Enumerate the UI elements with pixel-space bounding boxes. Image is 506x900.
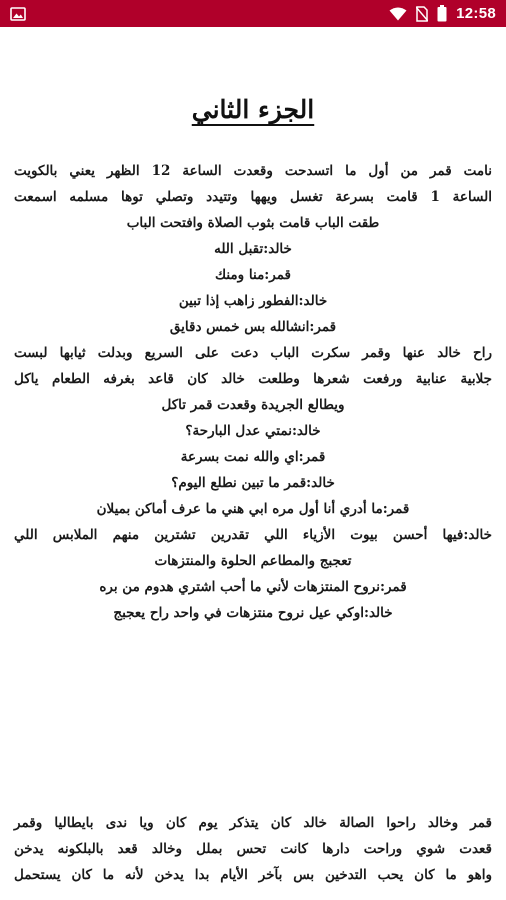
notification-area: [10, 7, 26, 21]
text-line: قمر وخالد راحوا الصالة خالد كان يتذكر يوم كان ويا ندى بايطاليا وقمر: [14, 815, 492, 831]
battery-icon: [437, 5, 447, 22]
text-line: خالد:الفطور زاهب إذا تبين: [178, 293, 328, 309]
text-line: خالد:قمر ما تبين نطلع اليوم؟: [171, 475, 335, 491]
text-line: الساعة 1 قامت بسرعة تغسل ويهها وتتيدد وتصلي توها مسلمه اسمعت: [14, 189, 492, 205]
text-line: قمر:اي والله نمت بسرعة: [180, 449, 326, 465]
text-line: قمر:منا ومنك: [214, 267, 291, 283]
image-notification-icon: [10, 7, 26, 21]
text-line: نامت قمر من أول ما اتسدحت وقعدت الساعة 12 الظهر يعني بالكويت: [14, 163, 492, 179]
text-line: خالد:اوكي عيل نروح منتزهات في واحد راح يعجبج: [113, 605, 393, 621]
no-sim-icon: [416, 6, 428, 22]
text-line: قعدت شوي وراحت دارها كانت تحس بملل وخالد قعد بالبلكونه يدخن: [14, 841, 492, 857]
story-paragraph: [14, 810, 492, 888]
text-line: قمر:انشالله بس خمس دقايق: [169, 319, 337, 335]
status-bar: [0, 0, 506, 27]
chapter-title: الجزء الثاني: [191, 95, 315, 124]
text-line: تعجبج والمطاعم الحلوة والمنتزهات: [154, 553, 352, 569]
text-line: طقت الباب قامت بثوب الصلاة وافتحت الباب: [126, 215, 380, 231]
reader-content[interactable]: [0, 27, 506, 900]
wifi-icon: [389, 7, 407, 21]
text-line: خالد:نمتي عدل البارحة؟: [185, 423, 321, 439]
text-line: واهو ما كان يحب التدخين بس بآخر الأيام بدا يدخن لأنه ما كان يستحمل: [14, 867, 492, 883]
text-line: خالد:فيها أحسن بيوت الأزياء اللي تقدرين تشترين منهم الملابس اللي: [14, 527, 492, 543]
text-line: قمر:نروح المنتزهات لأني ما أحب اشتري هدوم من بره: [99, 579, 407, 595]
text-line: راح خالد عنها وقمر سكرت الباب دعت على السريع وبدلت ثيابها لبست: [14, 345, 492, 361]
status-time: 12:58: [456, 5, 496, 22]
story-paragraph: [14, 158, 492, 626]
text-line: ويطالع الجريدة وقعدت قمر تاكل: [161, 397, 345, 413]
text-line: جلابية عنابية ورفعت شعرها وطلعت خالد كان قاعد بغرفه الطعام ياكل: [14, 371, 492, 387]
text-line: خالد:تقبل الله: [214, 241, 292, 257]
text-line: قمر:ما أدري أنا أول مره ابي هني ما عرف أماكن بميلان: [96, 501, 410, 517]
system-icons: [389, 5, 496, 22]
